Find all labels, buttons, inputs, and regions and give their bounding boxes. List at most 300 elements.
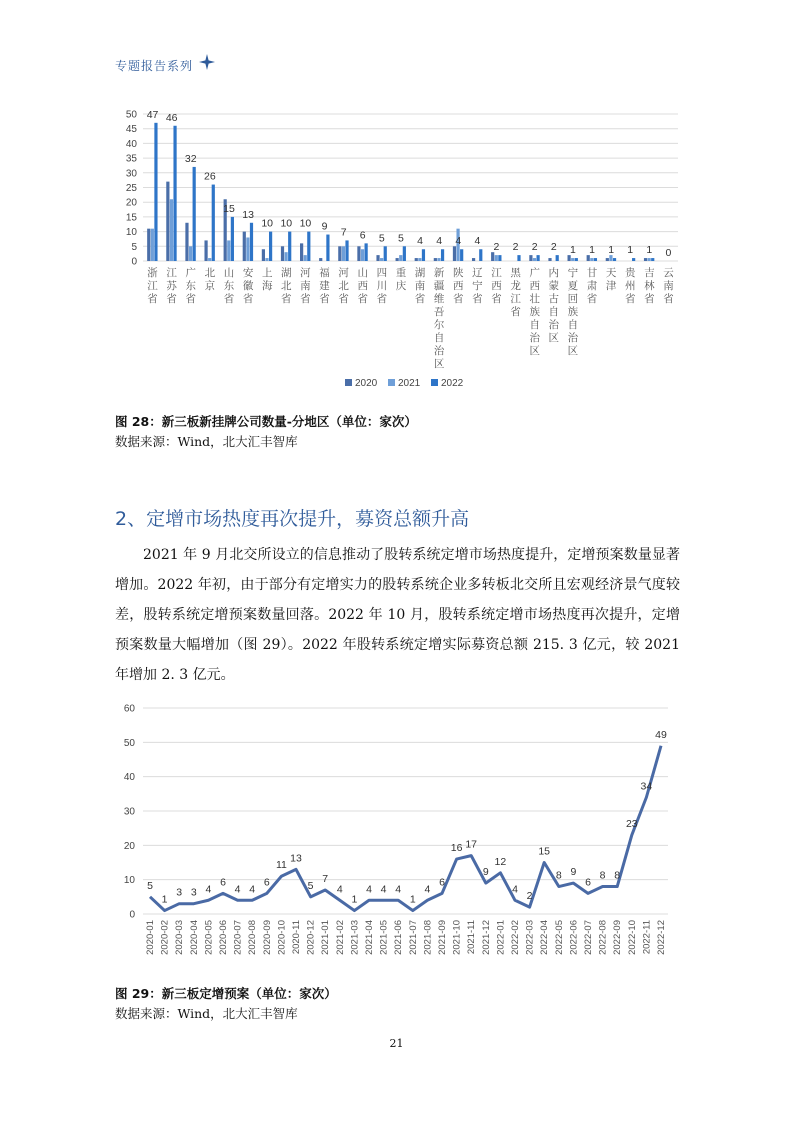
bar-2022	[556, 255, 559, 261]
bar-2020	[319, 258, 322, 261]
bar-2021	[304, 255, 307, 261]
y-tick-label: 40	[125, 138, 137, 150]
category-label-char: 江	[510, 293, 521, 305]
category-label-char: 尔	[433, 319, 445, 331]
x-tick-label: 2022-03	[524, 920, 536, 955]
bar-2021	[285, 252, 288, 261]
bar-2021	[590, 258, 593, 261]
category-label-char: 省	[586, 293, 598, 305]
data-label: 4	[436, 235, 443, 248]
data-label: 17	[465, 838, 478, 851]
category-label-char: 省	[472, 293, 483, 305]
x-tick-label: 2022-10	[626, 920, 638, 955]
category-label-char: 新	[433, 267, 445, 279]
data-label: 10	[261, 217, 274, 230]
data-label: 6	[585, 876, 591, 889]
data-label: 15	[538, 845, 551, 858]
section-title: 2、定增市场热度再次提升，募资总额升高	[115, 508, 470, 530]
category-label-char: 福	[319, 267, 330, 279]
category-label-char: 广	[185, 267, 197, 279]
category-label-char: 自	[433, 332, 445, 344]
x-tick-label: 2020-02	[159, 920, 171, 955]
category-label-char: 省	[663, 293, 674, 305]
x-tick-label: 2021-09	[437, 920, 448, 955]
category-label-char: 北	[204, 267, 216, 279]
data-label: 1	[409, 893, 416, 906]
bar-2022	[154, 123, 157, 261]
category-label-char: 南	[300, 280, 311, 292]
body-paragraph: 2021 年 9 月北交所设立的信息推动了股转系统定增市场热度提升，定增预案数量显著增加。2022 年初，由于部分有定增实力的股转系统企业多转板北交所且宏观经济景气度较差，股转系统定增预案数量回落。2022 年 10 月，股转系统定增市场热度再次提升，定增预案数量大幅增加（图 29）。2022 年股转系统定增实际募资总额 215. 3 亿元，较 2021 年增加 2. 3 亿元。	[115, 547, 680, 683]
bar-2020	[396, 258, 399, 261]
category-label-char: 省	[510, 306, 521, 318]
category-label-char: 省	[185, 293, 197, 305]
y-tick-label: 5	[131, 241, 137, 253]
category-label-char: 自	[567, 319, 579, 331]
category-label-char: 陕	[453, 267, 464, 279]
category-label-char: 吾	[433, 306, 445, 318]
data-label: 9	[482, 866, 489, 879]
category-label-char: 贵	[624, 267, 636, 279]
bar-2022	[613, 258, 616, 261]
x-tick-label: 2021-02	[334, 920, 346, 955]
legend-label: 2021	[398, 378, 421, 389]
bar-2022	[269, 232, 272, 261]
category-label-char: 山	[223, 267, 235, 279]
bar-2021	[399, 255, 402, 261]
category-label-char: 建	[319, 280, 330, 292]
y-tick-label: 30	[123, 806, 135, 818]
bar-2021	[495, 255, 498, 261]
figure-28-caption: 图 28：新三板新挂牌公司数量-分地区（单位：家次）	[115, 414, 417, 429]
bar-2020	[300, 243, 303, 261]
x-tick-label: 2022-07	[583, 920, 594, 955]
data-label: 4	[395, 883, 402, 896]
data-label: 5	[378, 232, 385, 245]
category-label-char: 省	[376, 293, 388, 305]
data-label: 1	[627, 244, 634, 257]
data-label: 4	[417, 235, 423, 248]
data-label: 6	[439, 876, 445, 889]
data-label: 2	[531, 241, 538, 254]
category-label-char: 西	[529, 280, 540, 292]
category-label-char: 省	[357, 293, 368, 305]
category-label-char: 吉	[644, 267, 655, 279]
category-label-char: 西	[453, 280, 464, 292]
bar-2020	[434, 258, 437, 261]
bar-2020	[453, 246, 456, 261]
bar-2022	[307, 232, 310, 261]
y-tick-label: 0	[131, 256, 137, 268]
x-tick-label: 2020-05	[203, 920, 215, 955]
category-label-char: 古	[548, 293, 560, 305]
figure-29-caption: 图 29：新三板定增预案（单位：家次）	[115, 986, 337, 1001]
x-tick-label: 2021-11	[466, 920, 478, 955]
data-label: 4	[336, 883, 343, 896]
category-label-char: 山	[357, 267, 368, 279]
data-label: 3	[176, 886, 183, 899]
x-tick-label: 2020-08	[247, 920, 259, 955]
data-label: 5	[307, 879, 314, 892]
bar-2020	[338, 246, 341, 261]
data-label: 34	[640, 780, 653, 793]
data-label: 7	[322, 872, 329, 885]
data-label: 9	[321, 220, 328, 233]
category-label-char: 河	[300, 267, 311, 279]
data-label: 4	[455, 235, 462, 248]
data-label: 4	[424, 883, 431, 896]
category-label-char: 族	[529, 306, 540, 318]
legend-swatch	[388, 379, 395, 386]
bar-2021	[265, 258, 268, 261]
x-tick-label: 2022-02	[510, 920, 521, 955]
bar-2022	[288, 232, 291, 261]
category-label-char: 南	[414, 280, 426, 292]
y-tick-label: 30	[125, 168, 137, 180]
bar-2022	[517, 255, 520, 261]
category-label-char: 江	[147, 280, 158, 292]
data-label: 5	[147, 879, 153, 892]
category-label-char: 东	[223, 280, 235, 292]
bar-2022	[498, 255, 501, 261]
data-label: 4	[249, 883, 256, 896]
category-label-char: 安	[242, 267, 254, 279]
bar-2022	[441, 249, 444, 261]
bar-2022	[651, 258, 654, 261]
data-label: 9	[570, 866, 577, 879]
bar-2020	[147, 229, 150, 261]
category-label-char: 江	[166, 267, 177, 279]
data-label: 4	[205, 883, 212, 896]
category-label-char: 省	[147, 293, 158, 305]
category-label-char: 省	[338, 293, 349, 305]
x-tick-label: 2020-03	[174, 920, 186, 955]
category-label-char: 省	[453, 293, 464, 305]
y-tick-label: 60	[123, 703, 135, 715]
category-label-char: 津	[605, 280, 617, 292]
category-label-char: 东	[185, 280, 197, 292]
y-tick-label: 45	[125, 124, 137, 136]
x-tick-label: 2021-05	[378, 920, 390, 955]
category-label-char: 河	[338, 267, 349, 279]
bar-2022	[250, 223, 253, 261]
data-label: 46	[165, 111, 178, 124]
category-label-char: 蒙	[548, 280, 560, 292]
x-tick-label: 2022-04	[539, 920, 551, 955]
x-tick-label: 2021-12	[480, 920, 492, 955]
category-label-char: 回	[567, 293, 579, 305]
bar-2022	[460, 249, 463, 261]
category-label-char: 广	[529, 267, 540, 279]
bar-2021	[342, 246, 345, 261]
legend-label: 2020	[355, 378, 378, 389]
category-label-char: 京	[204, 280, 216, 292]
data-label: 47	[146, 108, 159, 121]
y-tick-label: 40	[123, 772, 135, 784]
data-label: 4	[234, 883, 241, 896]
bar-2022	[403, 246, 406, 261]
bar-2021	[418, 258, 421, 261]
data-label: 1	[646, 244, 653, 257]
category-label-char: 省	[644, 293, 655, 305]
category-label-char: 区	[529, 345, 540, 357]
data-label: 49	[655, 728, 667, 741]
bar-2022	[173, 126, 176, 261]
category-label-char: 西	[491, 280, 502, 292]
data-label: 16	[450, 842, 463, 855]
category-label-char: 自	[548, 306, 560, 318]
data-label: 1	[608, 244, 615, 257]
bar-2020	[491, 252, 494, 261]
category-label-char: 省	[242, 293, 254, 305]
x-tick-label: 2020-11	[291, 920, 302, 955]
bar-2020	[529, 255, 532, 261]
category-label-char: 区	[567, 345, 579, 357]
bar-2022	[365, 243, 368, 261]
data-label: 6	[359, 229, 366, 242]
data-label: 1	[161, 893, 168, 906]
data-label: 3	[190, 886, 197, 899]
four-point-star-icon	[199, 54, 215, 70]
data-label: 1	[589, 244, 595, 257]
category-label-char: 内	[548, 267, 560, 279]
category-label-char: 四	[376, 267, 388, 279]
bar-2022	[575, 258, 578, 261]
bar-2022	[193, 167, 196, 261]
bar-2020	[281, 246, 284, 261]
data-label: 8	[555, 869, 562, 882]
bar-2021	[151, 229, 154, 261]
figure-29-source: 数据来源：Wind，北大汇丰智库	[115, 1006, 298, 1021]
bar-2020	[262, 249, 265, 261]
data-label: 8	[599, 869, 606, 882]
y-tick-label: 50	[125, 109, 137, 121]
category-label-char: 区	[548, 332, 560, 344]
bar-2021	[571, 258, 574, 261]
bar-2020	[243, 232, 246, 261]
category-label-char: 省	[491, 293, 502, 305]
bar-2021	[437, 258, 440, 261]
page-number: 21	[389, 1037, 404, 1050]
bar-2020	[357, 246, 360, 261]
x-tick-label: 2020-07	[232, 920, 244, 955]
data-label: 10	[280, 217, 293, 230]
data-label: 4	[380, 883, 387, 896]
category-label-char: 湖	[414, 267, 426, 279]
data-label: 4	[512, 883, 518, 896]
x-tick-label: 2020-10	[276, 920, 288, 955]
category-label-char: 自	[529, 319, 540, 331]
category-label-char: 南	[663, 280, 674, 292]
category-label-char: 宁	[567, 267, 579, 279]
category-label-char: 区	[433, 358, 445, 370]
category-label-char: 维	[433, 293, 445, 305]
category-label-char: 江	[491, 267, 502, 279]
bar-2020	[415, 258, 418, 261]
bar-2022	[536, 255, 539, 261]
data-label: 2	[526, 890, 533, 903]
bar-2022	[632, 258, 635, 261]
bar-2022	[212, 185, 215, 261]
bar-2021	[648, 258, 651, 261]
x-tick-label: 2020-01	[145, 920, 156, 955]
category-label-char: 北	[281, 280, 292, 292]
bar-2022	[326, 235, 329, 261]
category-label-char: 省	[319, 293, 330, 305]
y-tick-label: 0	[129, 909, 135, 921]
legend-swatch	[345, 379, 352, 386]
bar-2020	[166, 182, 169, 261]
figure-28-source: 数据来源：Wind，北大汇丰智库	[115, 434, 298, 449]
data-label: 2	[550, 241, 557, 254]
bar-2022	[231, 217, 234, 261]
category-label-char: 治	[529, 332, 540, 344]
y-tick-label: 25	[125, 183, 137, 194]
data-label: 13	[242, 208, 254, 221]
category-label-char: 苏	[166, 280, 177, 292]
bar-2021	[227, 240, 230, 261]
data-label: 10	[299, 217, 312, 230]
category-label-char: 徽	[242, 280, 254, 292]
x-tick-label: 2021-01	[320, 920, 332, 955]
x-tick-label: 2022-09	[612, 920, 624, 955]
category-label-char: 治	[548, 319, 560, 331]
y-tick-label: 50	[123, 737, 135, 749]
data-label: 32	[184, 152, 197, 165]
report-series-header	[115, 57, 193, 74]
data-label: 12	[494, 855, 507, 868]
category-label-char: 天	[605, 267, 617, 279]
data-label: 7	[340, 226, 347, 239]
bar-2021	[246, 237, 249, 261]
y-tick-label: 35	[125, 153, 137, 165]
x-tick-label: 2022-08	[597, 920, 609, 955]
bar-2020	[472, 258, 475, 261]
category-label-char: 省	[166, 293, 177, 305]
category-label-char: 省	[223, 293, 235, 305]
bar-2021	[170, 199, 173, 261]
data-label: 4	[366, 883, 372, 896]
y-tick-label: 20	[123, 840, 135, 852]
data-label: 0	[665, 247, 672, 259]
legend-swatch	[431, 379, 438, 386]
category-label-char: 疆	[433, 280, 445, 292]
category-label-char: 龙	[510, 280, 521, 292]
x-tick-label: 2020-04	[188, 920, 200, 955]
category-label-char: 治	[433, 345, 445, 357]
x-tick-label: 2022-05	[553, 920, 565, 955]
data-label: 2	[493, 241, 500, 254]
category-label-char: 甘	[586, 267, 598, 279]
data-label: 13	[290, 852, 302, 865]
bar-2021	[208, 258, 211, 261]
header-title: 专题报告系列	[115, 59, 194, 73]
category-label-char: 省	[281, 293, 292, 305]
category-label-char: 林	[644, 280, 655, 292]
category-label-char: 北	[338, 280, 349, 292]
data-label: 11	[275, 859, 287, 872]
category-label-char: 浙	[147, 267, 158, 279]
category-label-char: 州	[624, 280, 636, 292]
bar-2020	[548, 258, 551, 261]
category-label-char: 辽	[472, 267, 483, 279]
category-label-char: 省	[414, 293, 426, 305]
x-tick-label: 2020-09	[261, 920, 273, 955]
category-label-char: 省	[624, 293, 636, 305]
bar-2020	[185, 223, 188, 261]
x-tick-label: 2022-12	[656, 920, 667, 955]
y-tick-label: 20	[125, 197, 137, 209]
figure-29-line-chart	[113, 696, 683, 976]
bar-2021	[380, 258, 383, 261]
category-label-char: 省	[300, 293, 311, 305]
bar-2020	[644, 258, 647, 261]
legend-label: 2022	[441, 378, 464, 389]
data-label: 1	[569, 244, 576, 257]
category-label-char: 夏	[567, 280, 579, 292]
data-label: 26	[204, 170, 216, 183]
bar-2021	[533, 258, 536, 261]
category-label-char: 上	[261, 267, 273, 279]
x-tick-label: 2021-03	[349, 920, 361, 955]
category-label-char: 宁	[472, 280, 483, 292]
category-label-char: 川	[376, 280, 388, 292]
category-label-char: 黑	[510, 267, 521, 279]
bar-2020	[376, 255, 379, 261]
x-tick-label: 2021-08	[422, 920, 434, 955]
bar-2021	[189, 246, 192, 261]
data-label: 5	[398, 232, 404, 245]
bar-2022	[345, 240, 348, 261]
category-label-char: 庆	[395, 280, 407, 292]
figure-28-bar-chart	[113, 96, 683, 396]
data-label: 15	[223, 202, 235, 215]
data-label: 8	[614, 869, 621, 882]
category-label-char: 云	[663, 267, 674, 279]
bar-2022	[594, 258, 597, 261]
y-tick-label: 10	[123, 875, 135, 887]
category-label-char: 重	[395, 267, 407, 279]
bar-2022	[422, 249, 425, 261]
category-label-char: 治	[567, 332, 579, 344]
bar-2022	[384, 246, 387, 261]
y-tick-label: 10	[125, 227, 137, 239]
x-tick-label: 2020-06	[218, 920, 229, 955]
x-tick-label: 2020-12	[305, 920, 317, 955]
x-tick-label: 2021-06	[393, 920, 405, 955]
category-label-char: 族	[567, 306, 579, 318]
bar-2021	[361, 249, 364, 261]
x-tick-label: 2022-06	[568, 920, 580, 955]
x-tick-label: 2021-04	[364, 920, 375, 955]
bar-2020	[204, 240, 207, 261]
category-label-char: 西	[357, 280, 368, 292]
x-tick-label: 2022-11	[641, 920, 653, 955]
x-tick-label: 2021-07	[407, 920, 419, 955]
bar-2020	[606, 258, 609, 261]
x-tick-label: 2021-10	[451, 920, 463, 955]
data-label: 4	[474, 235, 481, 248]
y-tick-label: 15	[125, 212, 137, 224]
x-tick-label: 2022-01	[495, 920, 507, 955]
category-label-char: 湖	[281, 267, 292, 279]
data-label: 23	[625, 818, 638, 831]
category-label-char: 肃	[586, 280, 598, 292]
category-label-char: 壮	[529, 293, 540, 305]
data-label: 1	[351, 893, 358, 906]
category-label-char: 海	[261, 280, 273, 292]
data-label: 6	[220, 876, 226, 889]
data-label: 6	[263, 876, 270, 889]
